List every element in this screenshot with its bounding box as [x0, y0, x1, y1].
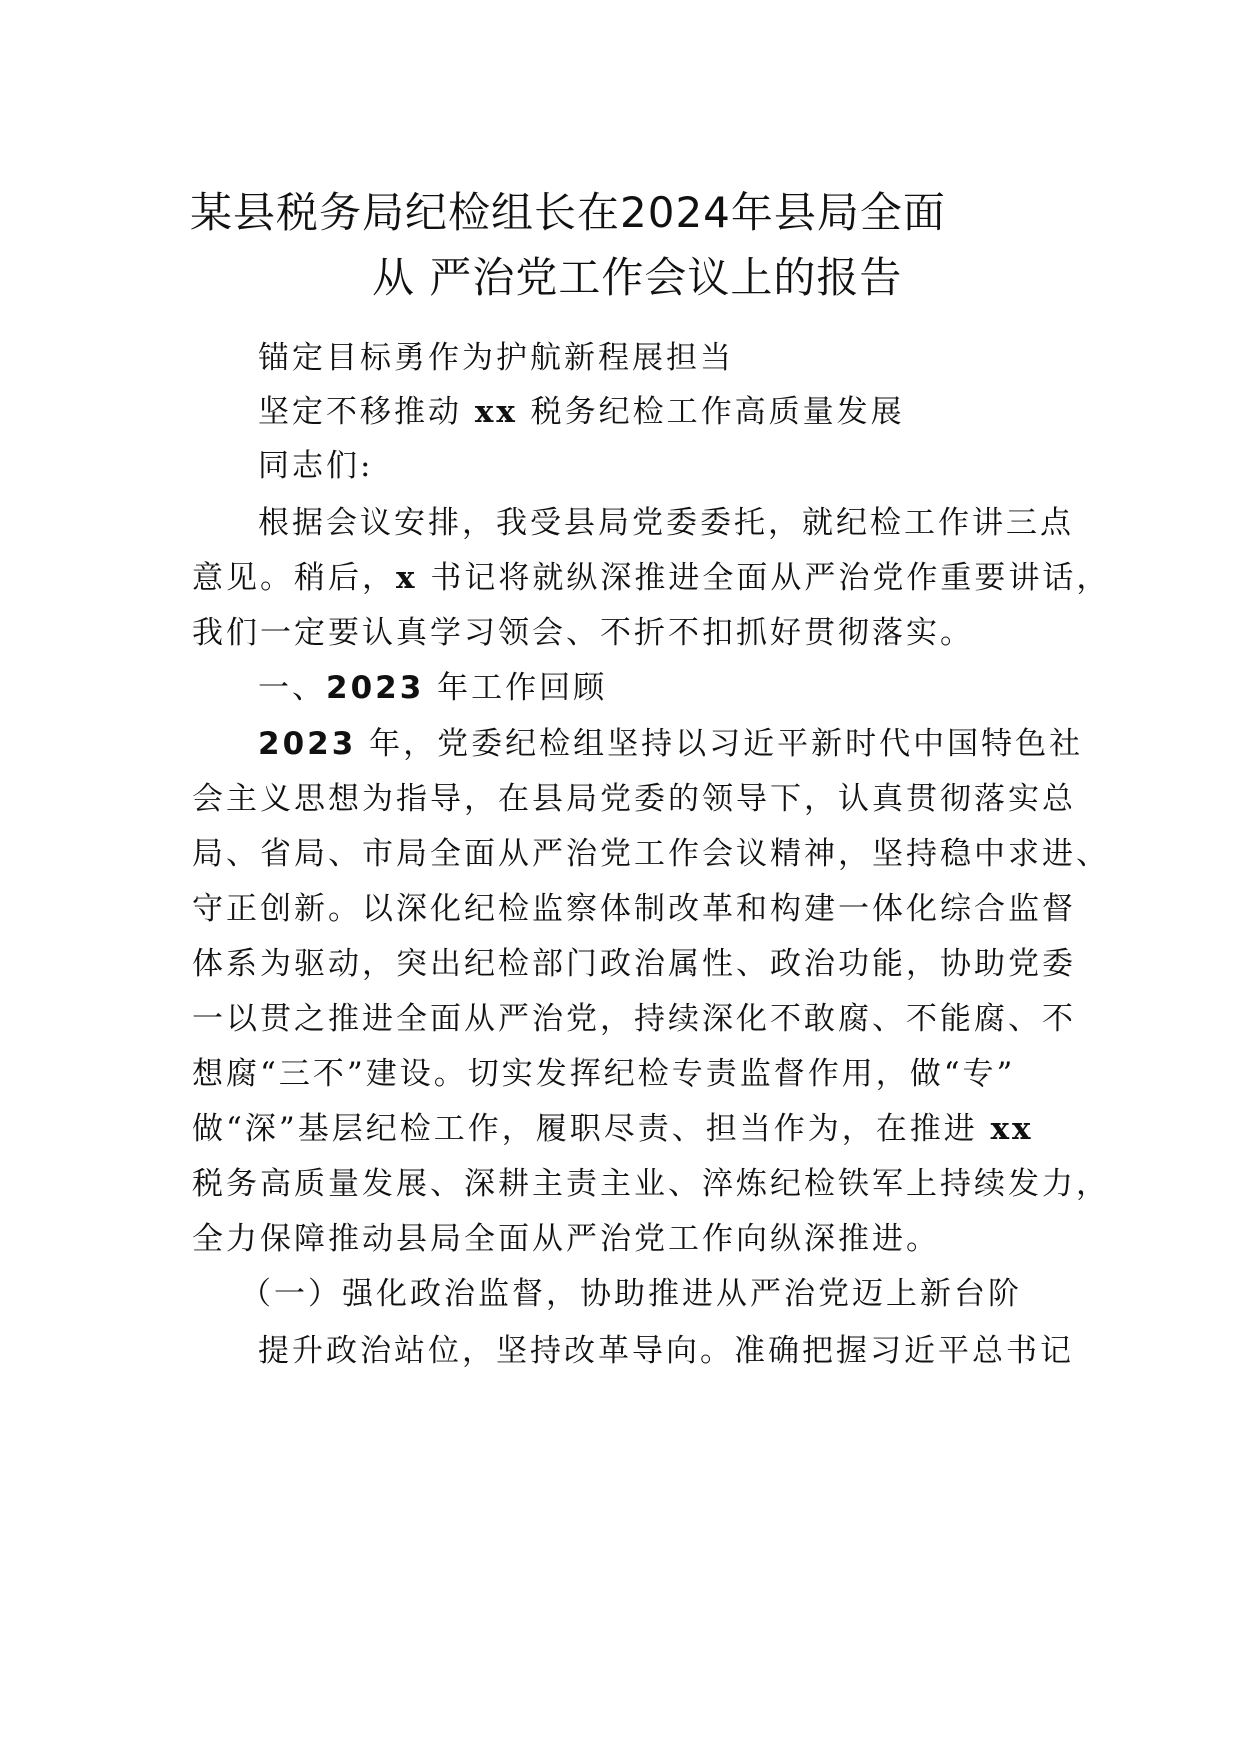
review-line-6: 一以贯之推进全面从严治党，持续深化不敢腐、不能腐、不 — [192, 1001, 1076, 1037]
review-line-10: 全力保障推动县局全面从严治党工作向纵深推进。 — [192, 1221, 940, 1257]
section-heading-year: 2023 — [326, 670, 425, 706]
subtitle-line-1: 锚定目标勇作为护航新程展担当 — [258, 340, 734, 376]
review-line-7: 想腐“三不”建设。切实发挥纪检专责监督作用，做“专” — [192, 1056, 1016, 1092]
subtitle-bold-xx: xx — [474, 394, 518, 430]
intro-bold-x: x — [396, 560, 418, 596]
intro-line-2: 意见。稍后，x 书记将就纵深推进全面从严治党作重要讲话， — [192, 560, 1111, 596]
subsection-heading-1: （一）强化政治监督，协助推进从严治党迈上新台阶 — [240, 1276, 1022, 1312]
review-line-8: 做“深”基层纪检工作，履职尽责、担当作为，在推进 xx — [192, 1111, 1034, 1147]
report-title-line-1: 某县税务局纪检组长在2024年县局全面 — [190, 188, 946, 237]
salutation: 同志们: — [258, 448, 374, 484]
section-heading-1: 一、2023 年工作回顾 — [258, 670, 608, 706]
review-line-9: 税务高质量发展、深耕主责主业、淬炼纪检铁军上持续发力， — [192, 1166, 1110, 1202]
review-bold-xx: xx — [990, 1111, 1034, 1147]
review-line-1: 2023 年，党委纪检组坚持以习近平新时代中国特色社 — [258, 726, 1084, 762]
review-line-5: 体系为驱动，突出纪检部门政治属性、政治功能，协助党委 — [192, 946, 1076, 982]
paragraph-last-line: 提升政治站位，坚持改革导向。准确把握习近平总书记 — [258, 1333, 1074, 1369]
subtitle-line-2: 坚定不移推动 xx 税务纪检工作高质量发展 — [258, 394, 905, 430]
review-year: 2023 — [258, 726, 357, 762]
review-line-4: 守正创新。以深化纪检监察体制改革和构建一体化综合监督 — [192, 891, 1076, 927]
review-line-2: 会主义思想为指导，在县局党委的领导下，认真贯彻落实总 — [192, 781, 1076, 817]
review-line-3: 局、省局、市局全面从严治党工作会议精神，坚持稳中求进、 — [192, 836, 1110, 872]
report-title-line-2: 从 严治党工作会议上的报告 — [372, 253, 903, 302]
intro-line-3: 我们一定要认真学习领会、不折不扣抓好贯彻落实。 — [192, 615, 974, 651]
intro-line-1: 根据会议安排，我受县局党委委托，就纪检工作讲三点 — [258, 505, 1074, 541]
